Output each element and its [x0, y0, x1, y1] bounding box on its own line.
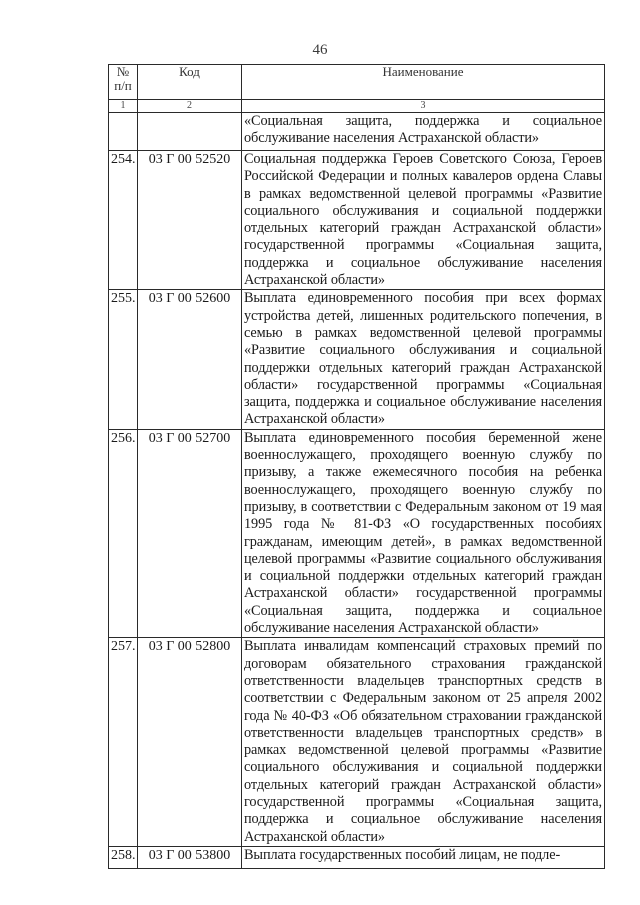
column-header-code: Код — [138, 65, 242, 100]
row-code-cell — [138, 113, 242, 151]
column-number: 1 — [109, 100, 138, 113]
row-number-cell — [109, 113, 138, 151]
column-number: 2 — [138, 100, 242, 113]
row-name-cell: «Социальная защита, поддержка и социальное обслуживание населения Астраханской области» — [242, 113, 605, 151]
row-number: 255. — [109, 290, 138, 429]
row-name: Выплата единовременного пособия беременной жене военнослужащего, проходящего военную службу по призыву, а также ежемесячного пособия на ребенка военнослужащего, проходящего военную службу по призыву, в соответствии с Федеральным законом от 19 мая 1995 года № 81-ФЗ «О государственных пособиях гражданам, имеющим детей», в рамках ведомственной целевой программы «Развитие социального обслуживания и социальной поддержки отдельных категорий граждан Астраханской области» государственной программы «Социальная защита, поддержка и социальное обслуживание населения Астраханской области» — [242, 429, 605, 638]
row-name: Выплата инвалидам компенсаций страховых премий по договорам обязательного страхования гражданской ответственности владельцев транспортных средств в соответствии с Федеральным законом от 25 апреля 2002 года № 40-ФЗ «Об обязательном страховании гражданской ответственности владельцев транспортных средств» в рамках ведомственной целевой программы «Развитие социального обслуживания и социальной поддержки отдельных категорий граждан Астраханской области» государственной программы «Социальная защита, поддержка и социальное обслуживание населения Астраханской области» — [242, 638, 605, 847]
column-header-number: № п/п — [109, 65, 138, 100]
row-code: 03 Г 00 52600 — [138, 290, 242, 429]
table-row — [109, 429, 605, 638]
table-header-row — [109, 65, 605, 100]
table-row — [109, 846, 605, 868]
page-number: 46 — [312, 42, 328, 58]
row-code: 03 Г 00 52520 — [138, 151, 242, 290]
budget-code-table — [108, 64, 605, 869]
row-code: 03 Г 00 53800 — [138, 846, 242, 868]
column-number: 3 — [242, 100, 605, 113]
continuation-row — [109, 113, 605, 151]
row-name: Выплата единовременного пособия при всех формах устройства детей, лишенных родительского попечения, в семью в рамках ведомственной целевой программы «Развитие социального обслуживания и социальной поддержки отдельных категорий граждан Астраханской области» государственной программы «Социальная защита, поддержка и социальное обслуживание населения Астраханской области» — [242, 290, 605, 429]
table-row — [109, 638, 605, 847]
row-code: 03 Г 00 52800 — [138, 638, 242, 847]
row-name: Социальная поддержка Героев Советского Союза, Героев Российской Федерации и полных кавалеров ордена Славы в рамках ведомственной целевой программы «Развитие социального обслуживания и социальной поддержки отдельных категорий граждан Астраханской области» государственной программы «Социальная защита, поддержка и социальное обслуживание населения Астраханской области» — [242, 151, 605, 290]
row-name: Выплата государственных пособий лицам, не подле- — [242, 846, 605, 868]
row-number: 256. — [109, 429, 138, 638]
table-row — [109, 290, 605, 429]
table-row — [109, 151, 605, 290]
column-header-name: Наименование — [242, 65, 605, 100]
row-number: 258. — [109, 846, 138, 868]
row-code: 03 Г 00 52700 — [138, 429, 242, 638]
column-number-row — [109, 100, 605, 113]
row-number: 254. — [109, 151, 138, 290]
row-number: 257. — [109, 638, 138, 847]
